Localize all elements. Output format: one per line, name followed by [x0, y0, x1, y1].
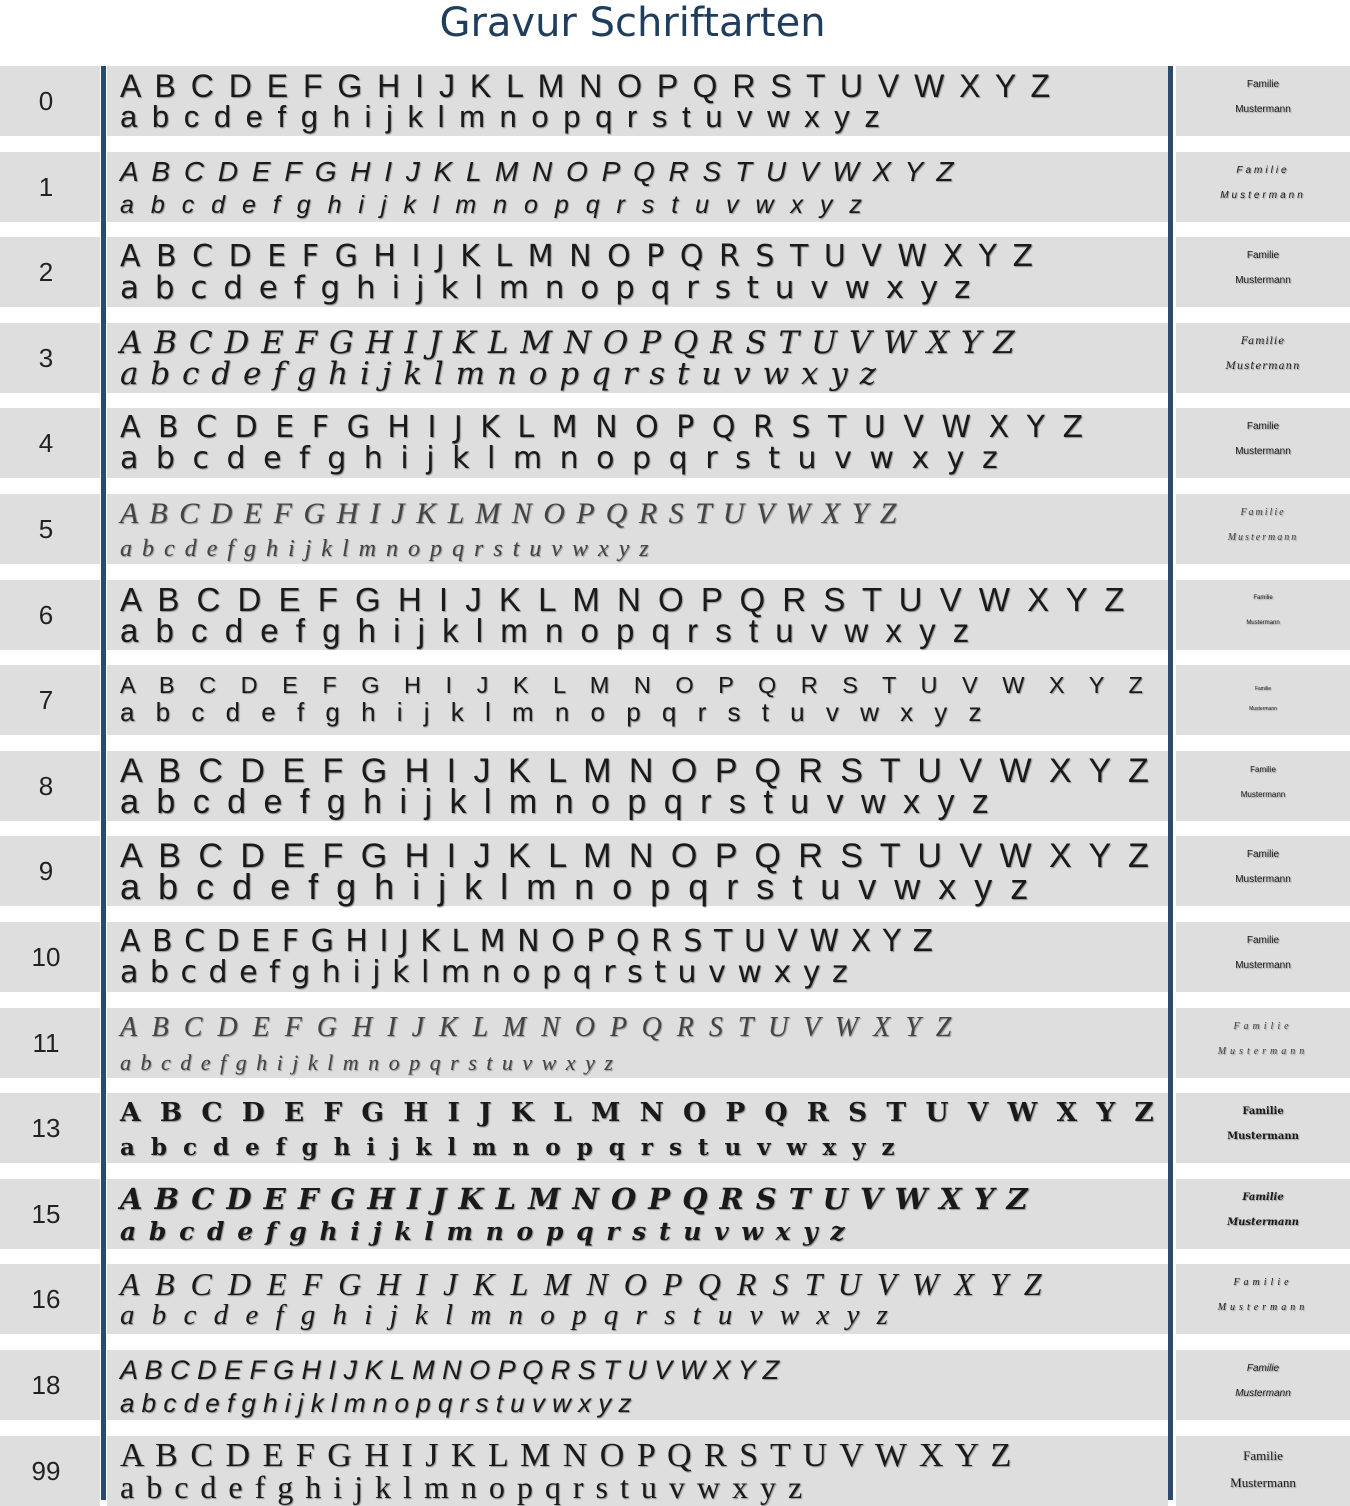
lowercase-alphabet: a b c d e f g h i j k l m n o p q r s t u v w x y z [120, 356, 877, 392]
lowercase-alphabet: a b c d e f g h i j k l m n o p q r s t u v w x y z [120, 1299, 893, 1331]
name-preview [1176, 500, 1350, 550]
font-row-15[interactable] [0, 1179, 1350, 1249]
font-row-4[interactable] [0, 408, 1350, 478]
name-preview-line1: Familie [1240, 507, 1286, 518]
lowercase-alphabet: a b c d e f g h i j k l m n o p q r s t u v w x y z [120, 783, 993, 821]
lowercase-alphabet: a b c d e f g h i j k l m n o p q r s t u v w x y z [120, 191, 867, 219]
font-row-8[interactable] [0, 751, 1350, 821]
font-number: 6 [38, 600, 54, 630]
lowercase-alphabet: a b c d e f g h i j k l m n o p q r s t u v w x y z [120, 1134, 899, 1161]
name-preview-line2: Mustermann [1227, 1217, 1299, 1228]
lowercase-alphabet: a b c d e f g h i j k l m n o p q r s t u v w x y z [120, 1217, 847, 1246]
name-preview [1176, 1442, 1350, 1496]
name-preview [1176, 414, 1350, 464]
font-number: 15 [31, 1199, 61, 1229]
name-preview-line1: Familie [1246, 250, 1280, 261]
name-preview [1176, 1270, 1350, 1320]
font-row-11[interactable] [0, 1008, 1350, 1078]
font-row-13[interactable] [0, 1093, 1350, 1163]
name-preview [1176, 757, 1350, 807]
lowercase-alphabet: a b c d e f g h i j k l m n o p q r s t u v w x y z [120, 536, 651, 562]
lowercase-alphabet: a b c d e f g h i j k l m n o p q r s t u v w x y z [120, 270, 974, 306]
font-number: 7 [38, 685, 54, 715]
name-preview-line1: Familie [1253, 595, 1273, 601]
name-preview-line2: Mustermann [1235, 446, 1291, 457]
name-preview-line2: Mustermann [1235, 874, 1291, 885]
name-preview [1176, 1356, 1350, 1406]
font-number: 99 [31, 1456, 61, 1486]
font-row-16[interactable] [0, 1264, 1350, 1334]
name-preview [1176, 1099, 1350, 1149]
lowercase-alphabet: a b c d e f g h i j k l m n o p q r s t u v w x y z [120, 955, 849, 990]
uppercase-alphabet: A B C D E F G H I J K L M N O P Q R S T U V W X Y Z [120, 1097, 1159, 1128]
uppercase-alphabet: A B C D E F G H I J K L M N O P Q R S T U V W X Y Z [120, 68, 1054, 104]
page-title: Gravur Schriftarten [439, 0, 826, 46]
font-row-7[interactable] [0, 665, 1350, 735]
name-preview [1176, 329, 1350, 379]
name-preview [1176, 679, 1350, 719]
font-row-0[interactable] [0, 66, 1350, 136]
font-number: 5 [38, 514, 54, 544]
name-preview [1176, 243, 1350, 293]
name-preview-line1: Familie [1246, 935, 1280, 946]
name-preview-line2: Mustermann [1217, 1046, 1309, 1057]
lowercase-alphabet: a b c d e f g h i j k l m n o p q r s t u v w x y z [120, 1050, 615, 1075]
font-number: 18 [31, 1370, 61, 1400]
name-preview-line2: Mustermann [1230, 1475, 1296, 1490]
font-row-1[interactable] [0, 152, 1350, 222]
name-preview [1176, 586, 1350, 636]
name-preview-line2: Mustermann [1240, 790, 1286, 799]
name-preview-line1: Familie [1236, 165, 1290, 176]
name-preview-line2: Mustermann [1220, 190, 1306, 201]
name-preview-line2: Mustermann [1246, 620, 1280, 626]
font-number: 0 [38, 86, 54, 116]
name-preview-line1: Familie [1233, 1021, 1293, 1032]
name-preview-line2: Mustermann [1225, 361, 1301, 372]
name-preview-line1: Familie [1242, 1192, 1284, 1203]
font-number: 13 [31, 1113, 61, 1143]
name-preview [1176, 72, 1350, 122]
name-preview-line2: Mustermann [1235, 104, 1291, 115]
name-preview-line1: Familie [1243, 1448, 1283, 1463]
name-preview-line1: Familie [1233, 1277, 1293, 1288]
uppercase-alphabet: A B C D E F G H I J K L M N O P Q R S T U V W X Y Z [120, 837, 1153, 875]
uppercase-alphabet: A B C D E F G H I J K L M N O P Q R S T U V W X Y Z [120, 239, 1037, 274]
name-preview-line2: Mustermann [1235, 1388, 1291, 1399]
name-preview-line1: Familie [1240, 336, 1286, 347]
font-number: 10 [31, 942, 61, 972]
name-preview [1176, 842, 1350, 892]
font-row-2[interactable] [0, 237, 1350, 307]
uppercase-alphabet: A B C D E F G H I J K L M N O P Q R S T U V W X Y Z [120, 1355, 780, 1385]
font-number: 16 [31, 1284, 61, 1314]
uppercase-alphabet: A B C D E F G H I J K L M N O P Q R S T U V W X Y Z [120, 1182, 1029, 1216]
font-row-6[interactable] [0, 580, 1350, 650]
name-preview-line1: Familie [1242, 1106, 1284, 1117]
uppercase-alphabet: A B C D E F G H I J K L M N O P Q R S T U V W X Y Z [120, 497, 899, 530]
uppercase-alphabet: A B C D E F G H I J K L M N O P Q R S T U V W X Y Z [120, 1437, 1014, 1474]
uppercase-alphabet: A B C D E F G H I J K L M N O P Q R S T U V W X Y Z [120, 752, 1153, 790]
font-row-18[interactable] [0, 1350, 1350, 1420]
font-number: 4 [38, 428, 54, 458]
name-preview-line1: Familie [1250, 765, 1276, 774]
uppercase-alphabet: A B C D E F G H I J K L M N O P Q R S T U V W X Y Z [120, 410, 1088, 445]
lowercase-alphabet: a b c d e f g h i j k l m n o p q r s t u v w x y z [120, 866, 1033, 907]
lowercase-alphabet: a b c d e f g h i j k l m n o p q r s t u v w x y z [120, 697, 989, 727]
lowercase-alphabet: a b c d e f g h i j k l m n o p q r s t u v w x y z [120, 99, 883, 134]
uppercase-alphabet: A B C D E F G H I J K L M N O P Q R S T U V W X Y Z [120, 1266, 1046, 1302]
name-preview-line1: Familie [1246, 421, 1280, 432]
name-preview-line2: Mustermann [1235, 275, 1291, 286]
font-row-3[interactable] [0, 323, 1350, 393]
name-preview-line1: Familie [1254, 686, 1272, 692]
name-preview-line2: Mustermann [1227, 1131, 1299, 1142]
name-preview [1176, 158, 1350, 208]
name-preview-line2: Mustermann [1249, 706, 1277, 712]
font-number: 11 [32, 1028, 60, 1058]
uppercase-alphabet: A B C D E F G H I J K L M N O P Q R S T U V W X Y Z [120, 156, 957, 187]
lowercase-alphabet: a b c d e f g h i j k l m n o p q r s t u v w x y z [120, 1388, 632, 1418]
font-number: 1 [38, 172, 54, 202]
name-preview-line2: Mustermann [1217, 1302, 1309, 1313]
font-row-99[interactable] [0, 1436, 1350, 1506]
uppercase-alphabet: A B C D E F G H I J K L M N O P Q R S T U V W X Y Z [120, 581, 1129, 618]
font-row-10[interactable] [0, 922, 1350, 992]
name-preview [1176, 1185, 1350, 1235]
lowercase-alphabet: a b c d e f g h i j k l m n o p q r s t u v w x y z [120, 441, 1002, 476]
font-number: 8 [38, 771, 54, 801]
name-preview [1176, 928, 1350, 978]
name-preview-line1: Familie [1246, 849, 1280, 860]
font-number: 2 [38, 257, 54, 287]
uppercase-alphabet: A B C D E F G H I J K L M N O P Q R S T U V W X Y Z [120, 672, 1152, 698]
lowercase-alphabet: a b c d e f g h i j k l m n o p q r s t u v w x y z [120, 612, 974, 649]
name-preview [1176, 1014, 1350, 1064]
font-number: 3 [38, 343, 54, 373]
uppercase-alphabet: A B C D E F G H I J K L M N O P Q R S T U V W X Y Z [120, 325, 1016, 361]
font-row-9[interactable] [0, 836, 1350, 906]
font-row-5[interactable] [0, 494, 1350, 564]
lowercase-alphabet: a b c d e f g h i j k l m n o p q r s t u v w x y z [120, 1469, 805, 1505]
name-preview-line2: Mustermann [1227, 532, 1299, 543]
name-preview-line1: Familie [1246, 79, 1280, 90]
name-preview-line1: Familie [1246, 1363, 1280, 1374]
uppercase-alphabet: A B C D E F G H I J K L M N O P Q R S T U V W X Y Z [120, 1012, 956, 1043]
font-number: 9 [38, 856, 54, 886]
uppercase-alphabet: A B C D E F G H I J K L M N O P Q R S T U V W X Y Z [120, 924, 935, 959]
name-preview-line2: Mustermann [1235, 960, 1291, 971]
